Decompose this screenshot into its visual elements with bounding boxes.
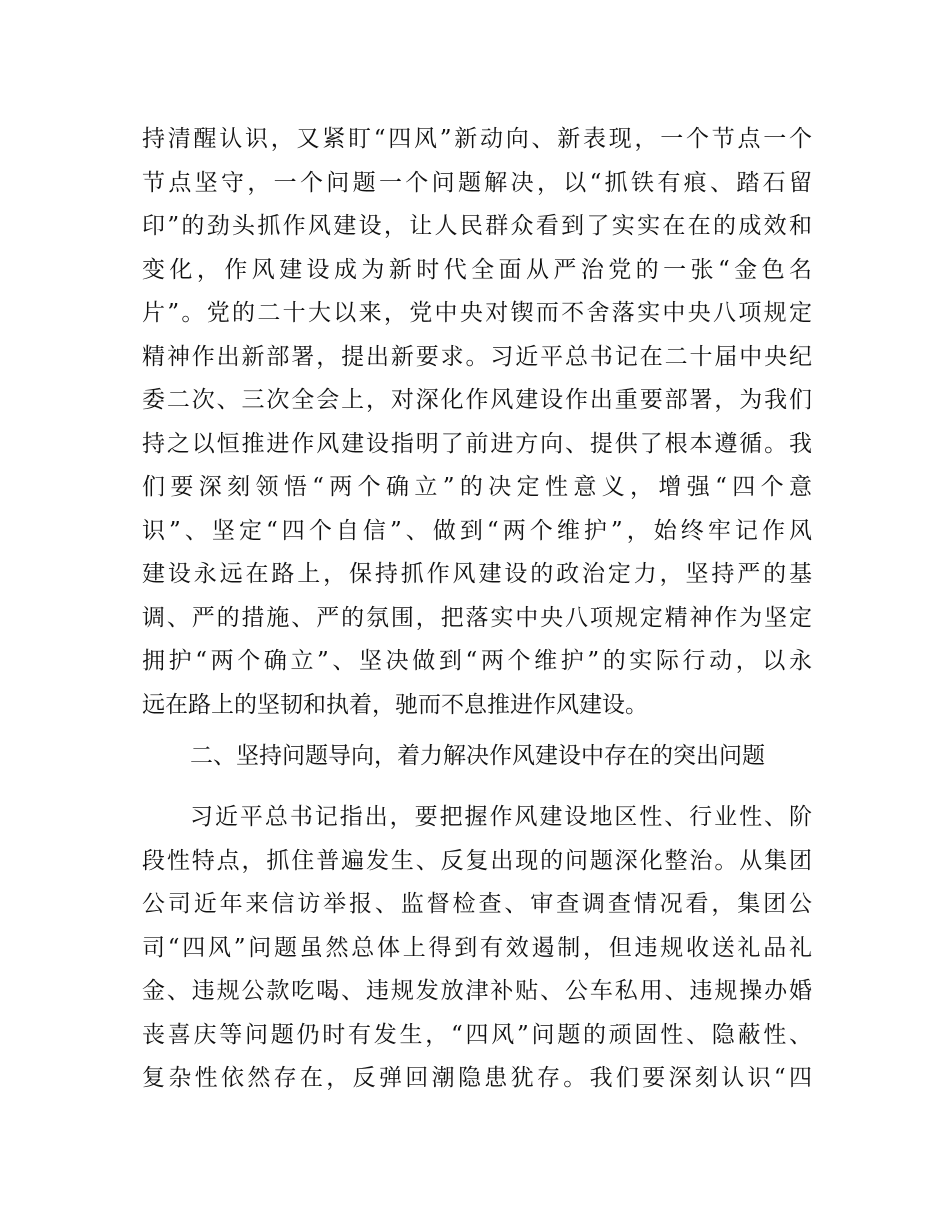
paragraph-line: 远在路上的坚韧和执着，驰而不息推进作风建设。 xyxy=(142,691,648,718)
paragraph-line: 识”、坚定“四个自信”、做到“两个维护”，始终牢记作风 xyxy=(142,517,812,544)
paragraph-line: 们要深刻领悟“两个确立”的决定性意义，增强“四个意 xyxy=(142,474,812,500)
paragraph-line: 习近平总书记指出，要把握作风建设地区性、行业性、阶 xyxy=(190,804,812,830)
paragraph-line: 建设永远在路上，保持抓作风建设的政治定力，坚持严的基 xyxy=(142,561,812,587)
paragraph-line: 丧喜庆等问题仍时有发生，“四风”问题的顽固性、隐蔽性、 xyxy=(142,1021,812,1048)
paragraph-line: 变化，作风建设成为新时代全面从严治党的一张“金色名 xyxy=(142,256,812,283)
paragraph-line: 调、严的措施、严的氛围，把落实中央八项规定精神作为坚定 xyxy=(142,604,812,631)
body-paragraph-2 xyxy=(142,796,812,1101)
paragraph-line: 印”的劲头抓作风建设，让人民群众看到了实实在在的成效和 xyxy=(142,213,812,239)
section-heading-text: 二、坚持问题导向，着力解决作风建设中存在的突出问题 xyxy=(190,743,765,769)
paragraph-line: 节点坚守，一个问题一个问题解决，以“抓铁有痕、踏石留 xyxy=(142,169,812,196)
paragraph-line: 拥护“两个确立”、坚决做到“两个维护”的实际行动，以永 xyxy=(142,648,812,674)
paragraph-line: 金、违规公款吃喝、违规发放津补贴、公车私用、违规操办婚 xyxy=(142,978,812,1004)
paragraph-line: 司“四风”问题虽然总体上得到有效遏制，但违规收送礼品礼 xyxy=(142,934,812,961)
paragraph-line: 公司近年来信访举报、监督检查、审查调查情况看，集团公 xyxy=(142,891,812,917)
paragraph-line: 片”。党的二十大以来，党中央对锲而不舍落实中央八项规定 xyxy=(142,300,812,326)
paragraph-line: 精神作出新部署，提出新要求。习近平总书记在二十届中央纪 xyxy=(142,343,812,370)
paragraph-line: 段性特点，抓住普遍发生、反复出现的问题深化整治。从集团 xyxy=(142,847,812,874)
paragraph-line: 持清醒认识，又紧盯“四风”新动向、新表现，一个节点一个 xyxy=(142,126,812,152)
paragraph-line: 复杂性依然存在，反弹回潮隐患犹存。我们要深刻认识“四 xyxy=(142,1065,812,1091)
paragraph-line: 委二次、三次全会上，对深化作风建设作出重要部署，为我们 xyxy=(142,387,812,413)
section-heading xyxy=(142,735,812,779)
body-paragraph-1 xyxy=(142,118,812,727)
paragraph-line: 持之以恒推进作风建设指明了前进方向、提供了根本遵循。我 xyxy=(142,430,812,457)
